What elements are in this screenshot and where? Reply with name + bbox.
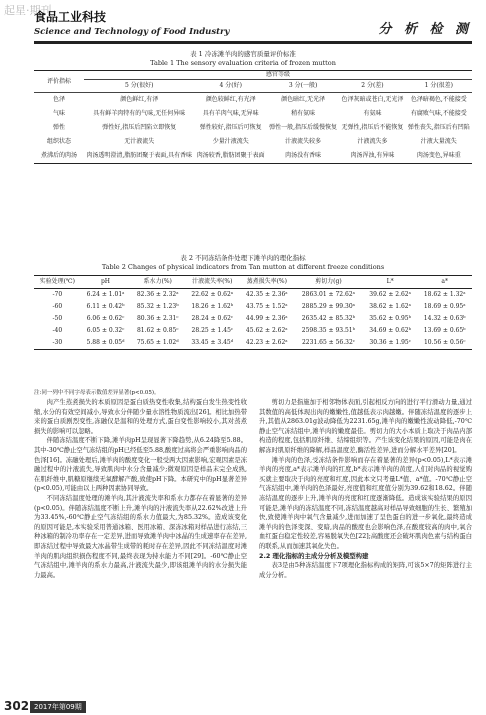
table1-cell: 肉汤浑浊,有异味 (350, 152, 395, 159)
table2-cell: 6.11 ± 0.42ᵇ (86, 303, 125, 310)
table2-row (34, 289, 472, 302)
right-column (259, 398, 472, 580)
paragraph: 表3是由5种冻结温度下7项理化指标构成的矩阵,可该5×7的矩阵进行主成分分析。 (259, 562, 472, 579)
left-column (34, 398, 247, 580)
table1-cell: 弹性好,指压后凹陷立即恢复 (102, 124, 177, 131)
table1-grade-header: 4 分(好) (219, 82, 242, 89)
table2-cell: -70 (52, 291, 63, 298)
table1-header-item: 评价指标 (34, 71, 84, 93)
table1-cell: 肉汤变色,异味重 (416, 152, 461, 159)
table2-cell: 45.62 ± 2.62ᵃ (245, 327, 288, 334)
table2-cell: -30 (52, 339, 63, 346)
table2-row (34, 325, 472, 337)
table2-cell: 34.69 ± 0.62ᵇ (369, 327, 411, 334)
table1-row-name: 气味 (52, 110, 65, 117)
table2-cell: -60 (52, 303, 63, 310)
table2-cell: 22.62 ± 0.62ᵃ (191, 291, 234, 298)
table1-grade-header: 3 分(一般) (288, 82, 318, 89)
table1-row (34, 107, 472, 121)
table1-row (34, 93, 472, 108)
table2-header: 蒸煮损失率(%) (246, 278, 287, 285)
page-number: 302 (4, 699, 30, 713)
table1-row (34, 149, 472, 164)
table1-caption-en: Table 1 The sensory evaluation criteria of frozen mutton (150, 59, 336, 67)
table2-cell: 42.35 ± 2.36ᵃ (245, 291, 288, 298)
table2-header: a* (441, 278, 448, 285)
table1-grade-header: 5 分(很好) (125, 82, 154, 89)
section-heading: 2.2 理化指标的主成分分析及模型构建 (259, 551, 369, 560)
table1-row-name: 色泽 (52, 96, 65, 103)
table2-caption-cn: 表 2 不同冻结条件处理下滩羊肉的理化指标 (180, 254, 306, 262)
table1-cell: 汁液流失多 (357, 138, 388, 145)
table2-cell: 33.45 ± 3.45ᵈ (191, 339, 234, 346)
table2-note: 注:同一列中不同字母表示数值差异显著(p<0.05)。 (34, 390, 160, 396)
table2-cell: 10.56 ± 0.56ᶜ (423, 339, 466, 346)
table2-cell: -50 (52, 315, 63, 322)
table2-cell: 85.32 ± 1.23ᵇ (136, 303, 179, 310)
watermark: 起星·期刊 (4, 4, 52, 17)
table1-cell: 具有羊肉气味,无异味 (202, 110, 259, 117)
paragraph: 剪切力是指施加于相邻物体表面,引起相反方向的进行平行滑动力量,通过其数值的高低体现出肉的嫩嫩性,值越低表示肉越嫩。伴随冻结温度的逐步上升,其值从2863.01g波动降低为2231.65g,滩羊肉的嫩嫩性波动降低,-70℃静止空气冻结组中,滩羊肉的嫩度最佳。剪切力的大小本质上取决于肉品内部构造的程度,包括肌原纤维、结缔组织等。产生该变化结果的原因,可能是肉在解冻时肌原纤维的降解,样品温度差,酶活性差异,进而分解水平差异[20]。 (259, 399, 472, 454)
table2-header: 剪切力(g) (315, 278, 342, 285)
table2-header: 系水力(%) (143, 278, 172, 285)
table1-cell: 无汁液流失 (124, 138, 155, 145)
table2-cell: 6.24 ± 1.01ᵃ (86, 291, 125, 298)
table1-cell: 具有鲜羊肉特有的气味,无任何异味 (93, 110, 186, 117)
page-footer (0, 699, 486, 715)
table1-cell: 有腐败气味,不能接受 (410, 110, 467, 117)
table2-cell: 2598.35 ± 93.51ᵇ (301, 327, 356, 334)
table2-cell: 18.69 ± 0.95ᵃ (423, 303, 466, 310)
table1-cell: 有氨味 (363, 110, 382, 117)
table2-header: pH (100, 278, 111, 285)
table2-cell: 2863.01 ± 72.62ᵃ (301, 291, 355, 298)
table2-cell: 75.65 ± 1.02ᵈ (136, 339, 179, 346)
table2-cell: 18.62 ± 1.32ᵃ (423, 291, 466, 298)
table1-cell: 色泽暗褐色,不能接受 (410, 96, 467, 103)
table1 (34, 70, 472, 164)
table2-cell: 5.88 ± 0.05ᵈ (86, 339, 125, 346)
table2-cell: 28.25 ± 1.45ᶜ (191, 327, 233, 334)
table2-cell: 2885.29 ± 99.30ᵃ (301, 303, 355, 310)
table1-grade-header: 2 分(差) (361, 82, 384, 89)
table2-cell: 13.69 ± 0.65ᵇ (423, 327, 466, 334)
table1-cell: 无弹性,指压后不能恢复 (341, 124, 404, 131)
table2-cell: 28.24 ± 0.62ᶜ (191, 315, 233, 322)
table2-row (34, 337, 472, 350)
table1-cell: 颜色较鲜红,有光泽 (205, 96, 256, 103)
table1-cell: 少量汁液流失 (212, 138, 249, 145)
table1-header-grade: 感官等级 (84, 71, 472, 80)
table2-cell: 82.36 ± 2.32ᵃ (136, 291, 179, 298)
table2-cell: 6.05 ± 0.32ᶜ (86, 327, 125, 334)
table1-cell: 弹性较好,指压后可恢复 (199, 124, 262, 131)
table1-grade-header: 1 分(很差) (424, 82, 454, 89)
table2-cell: 42.23 ± 2.62ᵃ (245, 339, 288, 346)
table2-header: 汁液流失率(%) (192, 278, 233, 285)
issue-label: 2017年第09期 (30, 701, 86, 713)
table1-cell: 稍有氨味 (291, 110, 316, 117)
journal-header (0, 0, 486, 44)
table2-cell: 38.62 ± 1.62ᵃ (369, 303, 411, 310)
table2-caption-en: Table 2 Changes of physical indicators from Tan mutton at different freeze conditions (101, 263, 385, 271)
table2-cell: 39.62 ± 2.62ᵃ (369, 291, 411, 298)
table2-cell: -40 (52, 327, 63, 334)
table2-cell: 18.26 ± 1.62ᵇ (191, 303, 234, 310)
table1-cell: 汁液流失较多 (285, 138, 322, 145)
table1-caption-cn: 表 1 冷冻滩羊肉的感官质量评价标准 (190, 50, 296, 58)
table1-row-name: 弹性 (52, 124, 65, 131)
table1-row (34, 121, 472, 135)
journal-title-cn: 食品工业科技 (34, 10, 107, 24)
table1-cell: 汁液大量流失 (420, 138, 457, 145)
table2-header: 实验处理(℃) (39, 278, 75, 285)
table2-header: L* (386, 278, 394, 285)
section-tag: 分 析 检 测 (378, 22, 472, 37)
table1-cell: 肉汤没有香味 (285, 152, 322, 159)
table1-cell: 弹性一般,指压后缓慢恢复 (269, 124, 338, 131)
table1-cell: 颜色鲜红,有泽 (120, 96, 159, 103)
table1-cell: 肉汤透明澄清,脂肪团聚于表面,具有香味 (86, 152, 193, 159)
table2-cell: 30.36 ± 1.95ᶜ (369, 339, 411, 346)
table2 (34, 275, 472, 350)
table2-cell: 81.62 ± 0.85ᶜ (136, 327, 179, 334)
header-rule (34, 41, 472, 44)
table2-cell: 35.62 ± 0.95ᵇ (369, 315, 411, 322)
table2-cell: 80.36 ± 2.31ᶜ (136, 315, 179, 322)
paragraph: 肉产生蒸煮损失的本质原因是蛋白质热变性收集,结构蛋白发生热变性收缩,水分的有效空间减小,导致水分伴随少量水溶性物质流出[26]。相比加热带来的蛋白质剧烈变性,冻融仅是温和的处理方式,蛋白变性影响较小,其对蒸煮损失的影响可以忽略。 (34, 399, 247, 435)
table1-cell: 弹性丧失,指压后有凹陷 (407, 124, 470, 131)
table1-row (34, 135, 472, 149)
table1-row-name: 煮沸后的肉汤 (40, 152, 77, 159)
table2-cell: 44.99 ± 2.36ᵃ (245, 315, 288, 322)
table2-cell: 6.06 ± 0.62ᶜ (86, 315, 125, 322)
table2-cell: 2635.42 ± 85.32ᵇ (301, 315, 356, 322)
table1-cell: 色泽灰暗或苍白,无光泽 (341, 96, 404, 103)
table2-row (34, 301, 472, 313)
table2-cell: 14.32 ± 0.63ᵇ (423, 315, 466, 322)
paragraph: 滩羊肉的色泽,受冻结条件影响而存在着显著的差异(p<0.05),L*表示滩羊肉的亮度,a*表示滩羊肉的红度,b*表示滩羊肉的黄度,人们对肉品的视觉购买就主要取决于肉的亮度和红度,因此本文只考量L*值、a*值。-70℃静止空气冻结组中,滩羊肉的色泽最好,亮度值和红度值分别为39.62和18.62。伴随冻结温度的逐步上升,滩羊肉的亮度和红度逐渐降低。造成该实验结果的原因可能是,滩羊肉的冻结温度不同,冻结温度越高对样品导致细胞的生长、繁殖加快,致使滩羊肉中氧气含量减少,进而加速了呈色蛋白的进一步氧化,最终造成滩羊肉的色泽变深、变暗,肉品的酸度也会影响色泽,在酸度较高的肉中,氧合血红蛋白稳定性较差,容易脱氧失色[22];高酸度还会破坏肌肉色素与结构蛋白的联系,从而加速其氧化失色。 (259, 456, 472, 550)
journal-title-en: Science and Technology of Food Industry (34, 27, 230, 37)
table1-cell: 肉汤较香,脂肪团聚于表面 (196, 152, 265, 159)
paragraph: 伴随冻结温度不断下降,滩羊肉pH呈现显著下降趋势,从6.24降至5.88。其中-30℃静止空气冻结组的pH已经低至5.88,酸度过高将会严重影响肉品的色泽[16]。冻融处理后,滩羊肉的酸度变化一般受两大因素影响,宏观因素是冻融过程中的汁液流失,导致肌肉中水分含量减少;微观原因是样品末完全成熟,在肌纤维中,肌糖原继续无氧酵解产酸,致使pH下降。本研究中的pH显著差异(p<0.05),可能由以上两种因素协同导致。 (34, 437, 247, 493)
table2-cell: 43.75 ± 1.52ᵃ (245, 303, 288, 310)
table2-row (34, 313, 472, 325)
paragraph: 不同冻结温度处理的滩羊肉,其汁液流失率和系水力都存在着显著的差异(p<0.05)。伴随冻结温度不断上升,滩羊肉的汁液流失率从22.62%改进上升为33.45%,-60℃静止空气冻结组的系水力值最大,为85.32%。造成该变化的原因可能是,本实验采用普通冰箱、医用冰箱、深冻冰箱对样品进行冻结,三种冰箱的制冷功率存在一定差异,进而导致滩羊肉中冰晶的生成速率存在差异,即冻结过程中导致最大冰晶带生成带的耗时存在差异,因此不同冻结温度对滩羊肉的肌肉组织损伤程度不同,最终表现为持水能力不同[29]。-60℃静止空气冻结组中,滩羊肉的系水力最高,汁液流失最少,即该组滩羊肉的水分损失能力最高。 (34, 494, 247, 579)
table1-row-name: 组织状态 (46, 138, 71, 145)
table2-cell: 2231.65 ± 56.32ᶜ (301, 339, 355, 346)
table1-cell: 颜色暗红,无光泽 (281, 96, 326, 103)
